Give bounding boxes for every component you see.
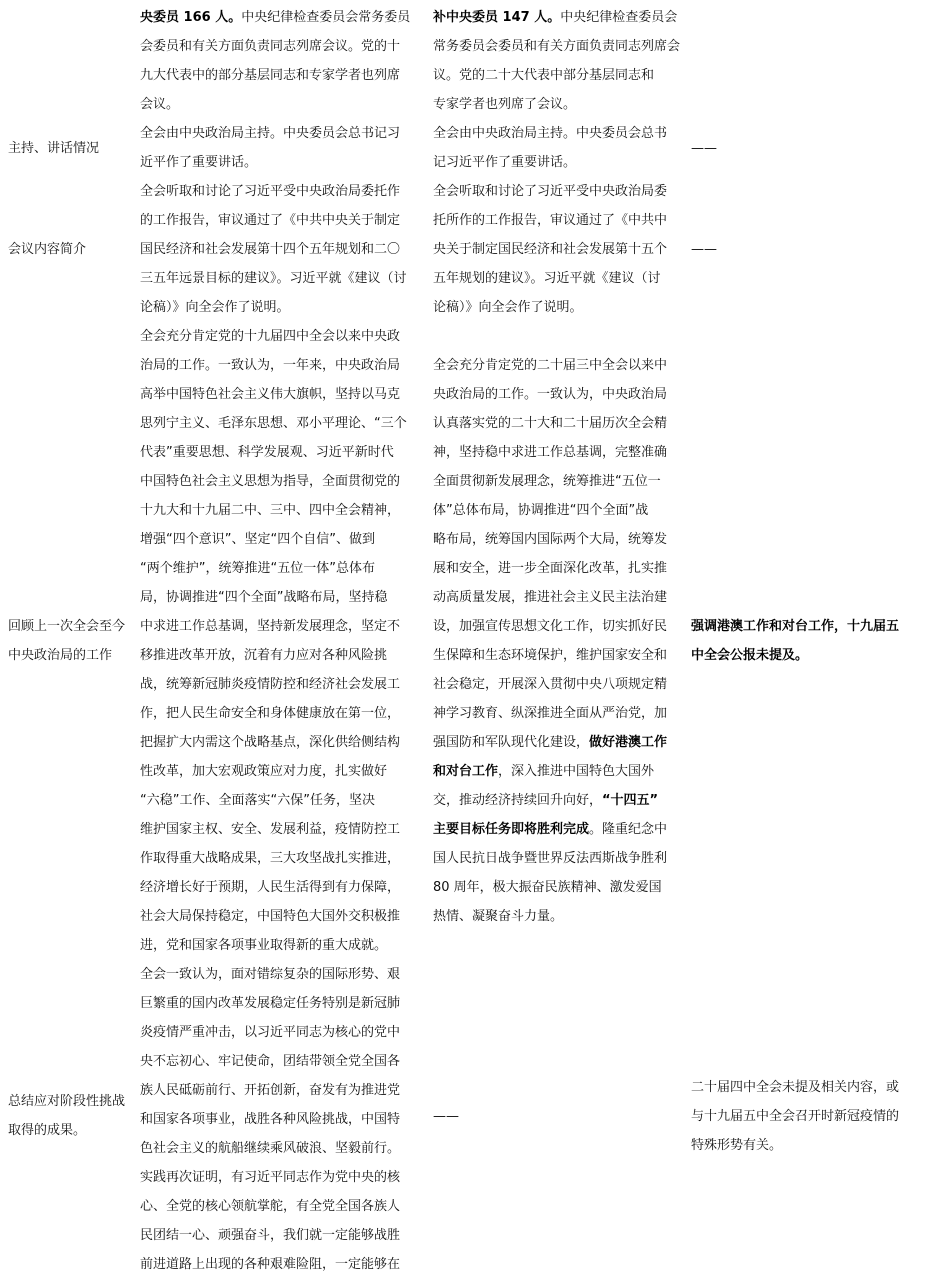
- text: 总结应对阶段性挑战: [8, 1094, 126, 1109]
- text-line: [8, 641, 125, 670]
- text: 性改革，加大宏观政策应对力度，扎实做好: [140, 764, 388, 779]
- text-line: [140, 177, 430, 206]
- text: 国人民抗日战争暨世界反法西斯战争胜利: [433, 851, 668, 866]
- text: 中求进工作总基调，坚持新发展理念，坚定不: [140, 619, 401, 634]
- text-line: [433, 641, 667, 670]
- text-line: [8, 1087, 125, 1116]
- text: 会议内容简介: [8, 242, 87, 257]
- text: 思列宁主义、毛泽东思想、邓小平理论、“三个: [140, 416, 407, 431]
- text: 色社会主义的航船继续乘风破浪、坚毅前行。: [140, 1141, 401, 1156]
- table-row-chair-speech: [0, 119, 944, 177]
- text-line: [140, 467, 430, 496]
- cell-20th-plenum: [433, 119, 689, 177]
- text-line: [8, 612, 125, 641]
- text-line: [140, 206, 430, 235]
- cell-19th-plenum: [140, 119, 430, 177]
- text-line: [433, 757, 667, 786]
- text: 把握扩大内需这个战略基点，深化供给侧结构: [140, 735, 401, 750]
- text: 全会听取和讨论了习近平受中央政治局委托作: [140, 184, 401, 199]
- text-line: [140, 728, 430, 757]
- text: 三五年远景目标的建议》。习近平就《建议（讨: [140, 271, 407, 286]
- text: 认真落实党的二十大和二十届历次全会精: [433, 416, 668, 431]
- text: 治局的工作。一致认为，一年来，中央政治局: [140, 358, 401, 373]
- text: “两个维护”，统筹推进“五位一体”总体布: [140, 561, 375, 576]
- text-line: [433, 293, 689, 322]
- text-line: [140, 148, 430, 177]
- text: 论稿）》向全会作了说明。: [140, 300, 290, 315]
- row-label: [8, 177, 136, 322]
- text: 回顾上一次全会至今: [8, 619, 126, 634]
- text: 论稿）》向全会作了说明。: [433, 300, 583, 315]
- text-line: [433, 351, 667, 380]
- text: 记习近平作了重要讲话。: [433, 155, 577, 170]
- text-line: [140, 380, 430, 409]
- text-line: [140, 815, 430, 844]
- text: 代表”重要思想、科学发展观、习近平新时代: [140, 445, 394, 460]
- text: 社会大局保持稳定，中国特色大国外交积极推: [140, 909, 401, 924]
- text-line: [433, 699, 667, 728]
- text-line: [433, 467, 667, 496]
- text: 进，党和国家各项事业取得新的重大成就。: [140, 938, 388, 953]
- text-line: [140, 293, 430, 322]
- text: 强国防和军队现代化建设，: [433, 735, 590, 750]
- cell-20th-plenum: [433, 322, 689, 960]
- text-line: [433, 873, 667, 902]
- text-line: [433, 786, 667, 815]
- text-line: [433, 61, 689, 90]
- text-line: [140, 61, 430, 90]
- row-label: [8, 119, 136, 177]
- text-line: [433, 409, 667, 438]
- text-line: [140, 235, 430, 264]
- bold-text: 做好港澳工作: [589, 735, 668, 750]
- text-line: [140, 873, 430, 902]
- cell-19th-plenum: [140, 322, 430, 960]
- text: 生保障和生态环境保护，维护国家安全和: [433, 648, 668, 663]
- bold-text: 强调港澳工作和对台工作，十九届五: [691, 619, 900, 634]
- text-line: [140, 960, 430, 989]
- text-line: [140, 989, 430, 1018]
- text: 会议。: [140, 97, 180, 112]
- text: 中国特色社会主义思想为指导，全面贯彻党的: [140, 474, 401, 489]
- text: 中央政治局的工作: [8, 648, 113, 663]
- text-line: [433, 902, 667, 931]
- text: 实践再次证明，有习近平同志作为党中央的核: [140, 1170, 401, 1185]
- text-line: [140, 496, 430, 525]
- text-line: [433, 670, 667, 699]
- text-line: [140, 264, 430, 293]
- text: 议。党的二十大代表中部分基层同志和: [433, 68, 655, 83]
- text: ——: [433, 1108, 459, 1124]
- text-line: [433, 380, 667, 409]
- text: 前进道路上出现的各种艰难险阻，一定能够在: [140, 1257, 401, 1272]
- text: 族人民砥砺前行、开拓创新，奋发有为推进党: [140, 1083, 401, 1098]
- text-line: [140, 612, 430, 641]
- text: ——: [691, 242, 717, 257]
- text: 五年规划的建议》。习近平就《建议（讨: [433, 271, 661, 286]
- text: 十九大和十九届二中、三中、四中全会精神，: [140, 503, 401, 518]
- text: 近平作了重要讲话。: [140, 155, 258, 170]
- text: 神学习教育、纵深推进全面从严治党，加: [433, 706, 668, 721]
- text-line: [8, 235, 86, 264]
- cell-19th-plenum: [140, 177, 430, 322]
- text-line: [140, 757, 430, 786]
- text-line: [691, 235, 717, 264]
- cell-20th-plenum: [433, 3, 689, 119]
- text-line: [8, 134, 99, 163]
- text: 战，统筹新冠肺炎疫情防控和经济社会发展工: [140, 677, 401, 692]
- text-line: [140, 409, 430, 438]
- text-line: [433, 525, 667, 554]
- text-line: [140, 786, 430, 815]
- text-line: [433, 496, 667, 525]
- bold-text: 补中央委员 147 人。: [433, 10, 561, 25]
- text: ，深入推进中国特色大国外: [498, 764, 655, 779]
- text-line: [433, 438, 667, 467]
- text: 全会一致认为，面对错综复杂的国际形势、艰: [140, 967, 401, 982]
- text-line: [140, 90, 430, 119]
- text: 巨繁重的国内改革发展稳定任务特别是新冠肺: [140, 996, 401, 1011]
- text: 增强“四个意识”、坚定“四个自信”、做到: [140, 532, 375, 547]
- table-row-politburo-review: [0, 322, 944, 960]
- text-line: [691, 1131, 899, 1160]
- text: 心、全党的核心领航掌舵，有全党全国各族人: [140, 1199, 401, 1214]
- text: 取得的成果。: [8, 1123, 87, 1138]
- text: 国民经济和社会发展第十四个五年规划和二〇: [140, 242, 401, 257]
- text-line: [433, 148, 689, 177]
- text-line: [433, 119, 689, 148]
- text-line: [140, 931, 430, 960]
- bold-text: 和对台工作: [433, 764, 499, 779]
- text-line: [140, 670, 430, 699]
- text-line: [433, 235, 689, 264]
- text: 全会由中央政治局主持。中央委员会总书记习: [140, 126, 401, 141]
- text-line: [140, 1018, 430, 1047]
- text: 社会稳定，开展深入贯彻中央八项规定精: [433, 677, 668, 692]
- cell-19th-plenum: [140, 960, 430, 1279]
- text-line: [140, 1250, 430, 1279]
- bold-text: “十四五”: [602, 793, 659, 808]
- table-row-challenge-summary: [0, 960, 944, 1272]
- text-line: [433, 3, 689, 32]
- text-line: [140, 699, 430, 728]
- text: 全会听取和讨论了习近平受中央政治局委: [433, 184, 668, 199]
- text-line: [140, 1105, 430, 1134]
- text: 动高质量发展，推进社会主义民主法治建: [433, 590, 668, 605]
- text-line: [140, 3, 430, 32]
- text-line: [140, 438, 430, 467]
- text-line: [140, 902, 430, 931]
- text: 全会充分肯定党的十九届四中全会以来中央政: [140, 329, 401, 344]
- text-line: [8, 1116, 125, 1145]
- text-line: [691, 134, 717, 163]
- text: 作取得重大战略成果，三大攻坚战扎实推进，: [140, 851, 401, 866]
- text: 中央纪律检查委员会常务委员: [241, 10, 411, 25]
- text-line: [433, 90, 689, 119]
- text-line: [691, 1102, 899, 1131]
- text-line: [140, 1163, 430, 1192]
- text-line: [140, 119, 430, 148]
- cell-20th-plenum: [433, 177, 689, 322]
- text: 九大代表中的部分基层同志和专家学者也列席: [140, 68, 401, 83]
- text-line: [140, 322, 430, 351]
- text-line: [140, 525, 430, 554]
- text-line: [433, 1102, 459, 1131]
- cell-19th-plenum: [140, 3, 430, 119]
- text: 展和安全，进一步全面深化改革，扎实推: [433, 561, 668, 576]
- bold-text: 主要目标任务即将胜利完成: [433, 822, 590, 837]
- cell-20th-plenum: [433, 960, 689, 1272]
- text-line: [433, 177, 689, 206]
- text: 的工作报告，审议通过了《中共中央关于制定: [140, 213, 401, 228]
- text: 专家学者也列席了会议。: [433, 97, 577, 112]
- text-line: [140, 1221, 430, 1250]
- text: 托所作的工作报告，审议通过了《中共中: [433, 213, 668, 228]
- text-line: [140, 844, 430, 873]
- text: 体”总体布局，协调推进“四个全面”战: [433, 503, 649, 518]
- row-label: [8, 322, 136, 960]
- text: 央不忘初心、牢记使命，团结带领全党全国各: [140, 1054, 401, 1069]
- text: 全会由中央政治局主持。中央委员会总书: [433, 126, 668, 141]
- cell-remark: [691, 960, 931, 1272]
- text: 主持、讲话情况: [8, 140, 100, 156]
- text: 热情、凝聚奋斗力量。: [433, 909, 564, 924]
- text-line: [433, 206, 689, 235]
- cell-remark: [691, 119, 931, 177]
- text-line: [433, 728, 667, 757]
- text-line: [140, 1076, 430, 1105]
- cell-remark: [691, 177, 931, 322]
- text-line: [140, 554, 430, 583]
- text-line: [140, 583, 430, 612]
- text: 作，把人民生命安全和身体健康放在第一位，: [140, 706, 401, 721]
- text: 80 周年，极大振奋民族精神、激发爱国: [433, 880, 662, 895]
- bold-text: 中全会公报未提及。: [691, 648, 809, 663]
- text: 全会充分肯定党的二十届三中全会以来中: [433, 358, 668, 373]
- text-line: [433, 32, 689, 61]
- text-line: [433, 844, 667, 873]
- text-line: [140, 1192, 430, 1221]
- text: ——: [691, 140, 717, 156]
- text-line: [691, 1073, 899, 1102]
- text-line: [140, 641, 430, 670]
- text: 二十届四中全会未提及相关内容，或: [691, 1079, 900, 1095]
- text: 经济增长好于预期，人民生活得到有力保障，: [140, 880, 401, 895]
- text-line: [433, 815, 667, 844]
- text: 维护国家主权、安全、发展利益，疫情防控工: [140, 822, 401, 837]
- text-line: [433, 612, 667, 641]
- text: 移推进改革开放，沉着有力应对各种风险挑: [140, 648, 388, 663]
- row-label: [8, 960, 136, 1272]
- text: 局，协调推进“四个全面”战略布局，坚持稳: [140, 590, 388, 605]
- text-line: [140, 1134, 430, 1163]
- text: 设，加强宣传思想文化工作，切实抓好民: [433, 619, 668, 634]
- text: 特殊形势有关。: [691, 1137, 783, 1153]
- text: 炎疫情严重冲击，以习近平同志为核心的党中: [140, 1025, 401, 1040]
- text-line: [433, 554, 667, 583]
- text: 中央纪律检查委员会: [560, 10, 678, 25]
- text: 常务委员会委员和有关方面负责同志列席会: [433, 39, 681, 54]
- text: 交，推动经济持续回升向好，: [433, 793, 603, 808]
- text: 高举中国特色社会主义伟大旗帜，坚持以马克: [140, 387, 401, 402]
- text: 全面贯彻新发展理念，统筹推进“五位一: [433, 474, 661, 489]
- table-row-attendance: [0, 3, 944, 119]
- text: 与十九届五中全会召开时新冠疫情的: [691, 1108, 900, 1124]
- text: 略布局，统筹国内国际两个大局，统筹发: [433, 532, 668, 547]
- text: 央政治局的工作。一致认为，中央政治局: [433, 387, 668, 402]
- text: “六稳”工作、全面落实“六保”任务，坚决: [140, 793, 375, 808]
- bold-text: 央委员 166 人。: [140, 10, 242, 25]
- text-line: [691, 612, 899, 641]
- text-line: [140, 32, 430, 61]
- text: 。隆重纪念中: [589, 822, 668, 837]
- text-line: [433, 583, 667, 612]
- text: 和国家各项事业，战胜各种风险挑战，中国特: [140, 1112, 401, 1127]
- text-line: [691, 641, 899, 670]
- text: 民团结一心、顽强奋斗，我们就一定能够战胜: [140, 1228, 401, 1243]
- text-line: [433, 264, 689, 293]
- text: 神，坚持稳中求进工作总基调，完整准确: [433, 445, 668, 460]
- text-line: [140, 351, 430, 380]
- table-row-meeting-summary: [0, 177, 944, 322]
- text-line: [140, 1047, 430, 1076]
- cell-remark: [691, 322, 931, 960]
- text: 央关于制定国民经济和社会发展第十五个: [433, 242, 668, 257]
- text: 会委员和有关方面负责同志列席会议。党的十: [140, 39, 401, 54]
